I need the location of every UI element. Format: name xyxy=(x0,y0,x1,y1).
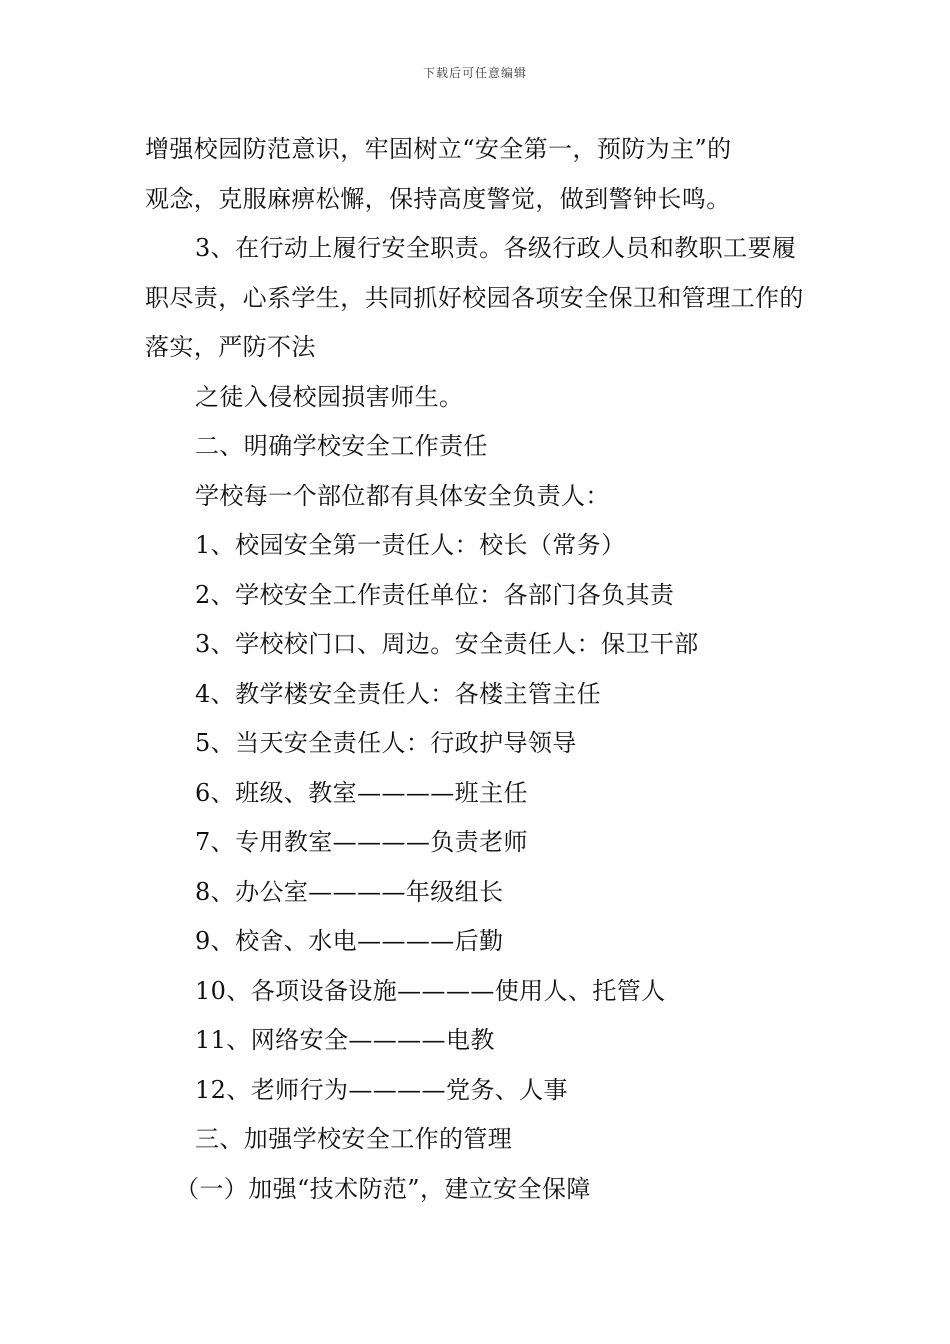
document-body xyxy=(145,125,805,1214)
list-item: 10、各项设备设施————使用人、托管人 xyxy=(195,976,666,1005)
list-item: 5、当天安全责任人：行政护导领导 xyxy=(195,729,577,757)
paragraph: 之徒入侵校园损害师生。 xyxy=(195,382,464,411)
section-heading: 三、加强学校安全工作的管理 xyxy=(195,1125,513,1153)
list-item: 6、班级、教室————班主任 xyxy=(195,778,528,807)
list-item: 1、校园安全第一责任人：校长（常务） xyxy=(195,531,626,559)
section-intro: 学校每一个部位都有具体安全负责人： xyxy=(195,481,610,510)
list-item: 12、老师行为————党务、人事 xyxy=(195,1075,568,1104)
list-item: 3、学校校门口、周边。安全责任人：保卫干部 xyxy=(195,630,699,658)
paragraph-line: 增强校园防范意识，牢固树立“安全第一，预防为主”的 xyxy=(145,135,732,163)
paragraph-line: 观念，克服麻痹松懈，保持高度警觉，做到警钟长鸣。 xyxy=(145,184,731,213)
list-item: 9、校舍、水电————后勤 xyxy=(195,927,504,955)
list-item: 8、办公室————年级组长 xyxy=(195,877,504,906)
subsection-heading: （一）加强“技术防范”，建立安全保障 xyxy=(175,1174,591,1203)
page-header-note: 下载后可任意编辑 xyxy=(422,66,527,80)
section-heading: 二、明确学校安全工作责任 xyxy=(195,432,488,460)
list-item: 2、学校安全工作责任单位：各部门各负其责 xyxy=(195,580,675,609)
list-item: 11、网络安全————电教 xyxy=(195,1026,495,1054)
list-item: 7、专用教室————负责老师 xyxy=(195,828,528,856)
paragraph: 3、在行动上履行安全职责。各级行政人员和教职工要履职尽责，心系学生，共同抓好校园各项安全保卫和管理工作的落实，严防不法 xyxy=(145,234,804,361)
list-item: 4、教学楼安全责任人：各楼主管主任 xyxy=(195,679,602,708)
